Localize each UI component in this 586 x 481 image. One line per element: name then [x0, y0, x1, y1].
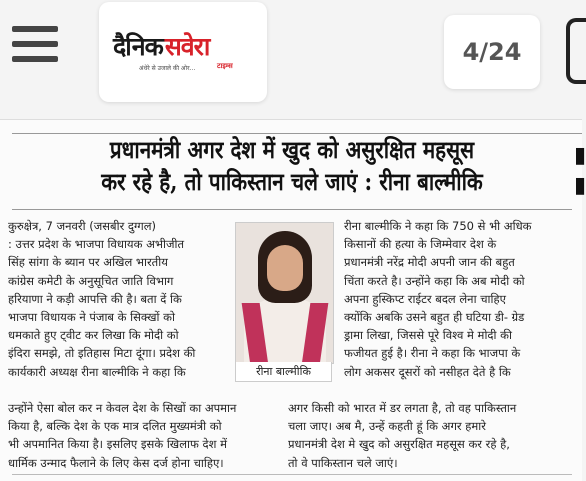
article-column-2 [344, 217, 570, 381]
text-line: कार्यकारी अध्यक्ष रीना बाल्मीकि ने कहा कि [8, 364, 186, 379]
text-line: क्योंकि अबकि उसने बहुत ही घटिया डी- ग्रेड [344, 310, 525, 325]
hamburger-menu-icon[interactable] [12, 26, 58, 64]
divider [12, 474, 572, 475]
text-line: चला जाए। अब मै, उन्हें कहती हूं कि अगर हमारे [288, 419, 486, 434]
headline-line-2: कर रहे है, तो पाकिस्तान चले जाएं : रीना बाल्मीकि [101, 167, 483, 196]
text-line: चिंता करते है। उन्होंने कहा कि अब मोदी को [344, 273, 525, 288]
reporter-photo [235, 222, 334, 364]
adjacent-article-edge: ▮ ▮ [574, 142, 586, 198]
article-column-1-continued [8, 399, 282, 472]
text-line: ड्रामा लिखा, जिससे पूरे विश्व मे मोदी की [344, 328, 512, 343]
text-line: अपना हुस्किप्ट राईटर बदल लेना चाहिए [344, 291, 506, 306]
logo-tagline: अंधेरे से उजाले की ओर... [139, 65, 196, 72]
text-line: सिंह सांगा के ब्यान पर अखिल भारतीय [8, 255, 168, 270]
text-line: इंदिरा समझे, तो इतिहास मिटा दूंगा। प्रदेश की [8, 346, 196, 361]
text-line: प्रधानमंत्री देश मे खुद को असुरक्षित महसूस कर रहे है, [288, 437, 510, 452]
text-line: कुरुक्षेत्र, 7 जनवरी (जसबीर दुग्गल) [8, 219, 157, 233]
text-line: : उत्तर प्रदेश के भाजपा विधायक अभीजीत [8, 237, 185, 252]
article-column-2-continued [288, 399, 570, 472]
text-line: उन्होंने ऐसा बोल कर न केवल देश के सिखों का अपमान [8, 401, 237, 415]
photo-caption: रीना बाल्मीकि [235, 362, 332, 382]
text-line: हरियाणा ने कड़ी आपत्ति की है। बता दें कि [8, 291, 182, 306]
text-line: फजीयत हुई है। रीना ने कहा कि भाजपा के [344, 346, 521, 361]
logo-word-1: दैनिक [113, 32, 163, 61]
app-top-bar [0, 0, 582, 118]
logo-word-2: सवेरा [164, 32, 210, 61]
text-line: भी अपमानित किया है। इसलिए इसके खिलाफ देश में [8, 437, 227, 452]
text-line: किया है, बल्कि देश के एक मात्र दलित मुख्यमंत्री को [8, 419, 222, 434]
text-line: तो वे पाकिस्तान चले जाएं। [288, 455, 398, 470]
text-line: प्रधानमंत्री नरेंद्र मोदी अपनी जान की बहुत [344, 255, 515, 270]
divider [12, 209, 572, 210]
text-line: भाजपा विधायक ने पंजाब के सिक्खों को [8, 310, 175, 325]
headline-line-1: प्रधानमंत्री अगर देश में खुद को असुरक्षित महसूस [109, 135, 475, 164]
logo-title [113, 32, 209, 62]
logo-subtitle: टाइम्स [217, 62, 233, 70]
text-line: अगर किसी को भारत में डर लगता है, तो वह पाकिस्तान [288, 401, 517, 415]
text-line: रीना बाल्मीकि ने कहा कि 750 से भी अधिक [344, 219, 532, 233]
article-headline [6, 134, 578, 198]
page-indicator-text: 4/24 [462, 38, 522, 66]
newspaper-logo[interactable] [99, 2, 267, 102]
text-line: धार्मिक उन्माद फैलाने के लिए केस दर्ज होना चाहिए। [8, 455, 224, 470]
text-line: कांग्रेस कमेटी के अनुसूचित जाति विभाग [8, 273, 174, 288]
text-line: किसानों की हत्या के जिम्मेवार देश के [344, 237, 497, 252]
text-line: धमकाते हुए ट्वीट कर लिखा कि मोदी को [8, 328, 179, 343]
page-indicator-button[interactable] [444, 15, 540, 89]
text-line: लोग अकसर दूसरों को नसीहत देते है कि [344, 364, 511, 379]
partial-edge-icon[interactable] [566, 18, 586, 84]
